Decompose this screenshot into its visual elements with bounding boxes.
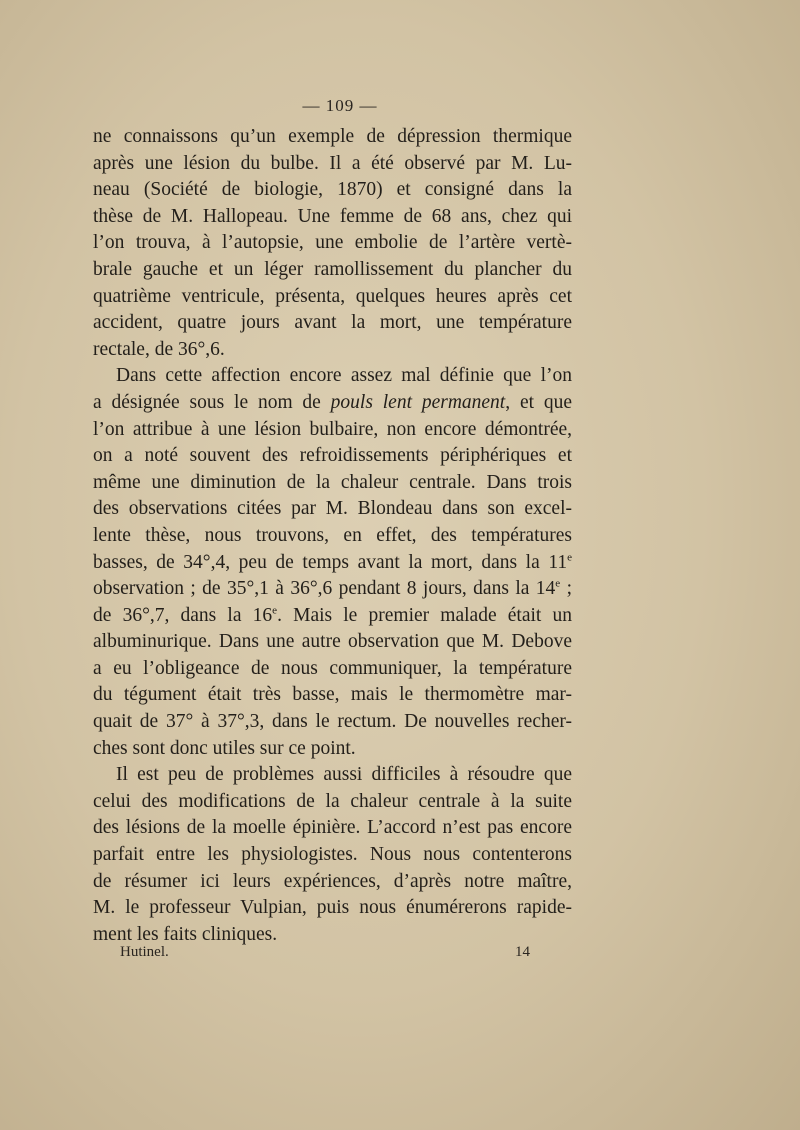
text-line: même une diminution de la chaleur centrale. Dans trois (93, 471, 572, 493)
text-line: lente thèse, nous trouvons, en effet, des températures (93, 524, 572, 546)
text-fragment: , et que (505, 391, 572, 413)
text-line: après une lésion du bulbe. Il a été observé par M. Lu- (93, 152, 572, 174)
text-line: rectale, de 36°,6. (93, 338, 225, 360)
text-fragment: ; (560, 578, 572, 600)
superscript: e (555, 577, 561, 590)
text-line: Dans cette affection encore assez mal définie que l’on (116, 365, 572, 387)
text-line: M. le professeur Vulpian, puis nous énumérerons rapide- (93, 897, 572, 919)
text-line: on a noté souvent des refroidissements périphériques et (93, 445, 572, 467)
text-line: brale gauche et un léger ramollissement du plancher du (93, 258, 572, 280)
text-line: du tégument était très basse, mais le thermomètre mar- (93, 684, 572, 706)
body-text (93, 124, 572, 948)
text-line: celui des modifications de la chaleur centrale à la suite (93, 790, 572, 812)
text-fragment: observation ; de 35°,1 à 36°,6 pendant 8 jours, dans la 14 (93, 578, 556, 600)
text-fragment: de 36°,7, dans la 16 (93, 604, 273, 626)
footer-signature: Hutinel. (120, 944, 169, 960)
text-fragment: a désignée sous le nom de (93, 391, 331, 413)
text-line-sup (93, 550, 572, 577)
text-line: ment les faits cliniques. (93, 923, 278, 945)
text-line: des lésions de la moelle épinière. L’accord n’est pas encore (93, 817, 572, 839)
text-line: ne connaissons qu’un exemple de dépression thermique (93, 126, 572, 147)
footer-sheet-number: 14 (515, 944, 530, 960)
text-line: l’on attribue à une lésion bulbaire, non encore démontrée, (93, 418, 572, 440)
italic-term: pouls lent permanent (330, 391, 506, 413)
text-line: Il est peu de problèmes aussi difficiles à résoudre que (116, 764, 572, 786)
text-line: de résumer ici leurs expériences, d’après notre maître, (93, 870, 572, 892)
text-line: thèse de M. Hallopeau. Une femme de 68 ans, chez qui (93, 205, 572, 227)
text-line: albuminurique. Dans une autre observation que M. Debove (93, 631, 572, 653)
text-line: quait de 37° à 37°,3, dans le rectum. De nouvelles recher- (93, 711, 572, 733)
text-fragment: . Mais le premier malade était un (277, 604, 572, 626)
text-line-sup (93, 576, 572, 603)
text-line: quatrième ventricule, présenta, quelques heures après cet (93, 285, 572, 307)
text-line: a eu l’obligeance de nous communiquer, la température (93, 657, 572, 679)
superscript: e (272, 604, 278, 617)
text-line: accident, quatre jours avant la mort, une température (93, 312, 572, 334)
text-line-sup (93, 603, 572, 630)
text-line: neau (Société de biologie, 1870) et consigné dans la (93, 179, 572, 201)
text-line-italic (93, 390, 572, 417)
text-line: ches sont donc utiles sur ce point. (93, 737, 356, 759)
text-line: parfait entre les physiologistes. Nous nous contenterons (93, 844, 572, 866)
text-line: des observations citées par M. Blondeau dans son excel- (93, 498, 572, 520)
superscript: e (567, 551, 572, 563)
text-line: l’on trouva, à l’autopsie, une embolie de l’artère vertè- (93, 232, 572, 254)
text-fragment: basses, de 34°,4, peu de temps avant la mort, dans la 11 (93, 551, 568, 573)
page-number: — 109 — (302, 96, 378, 115)
